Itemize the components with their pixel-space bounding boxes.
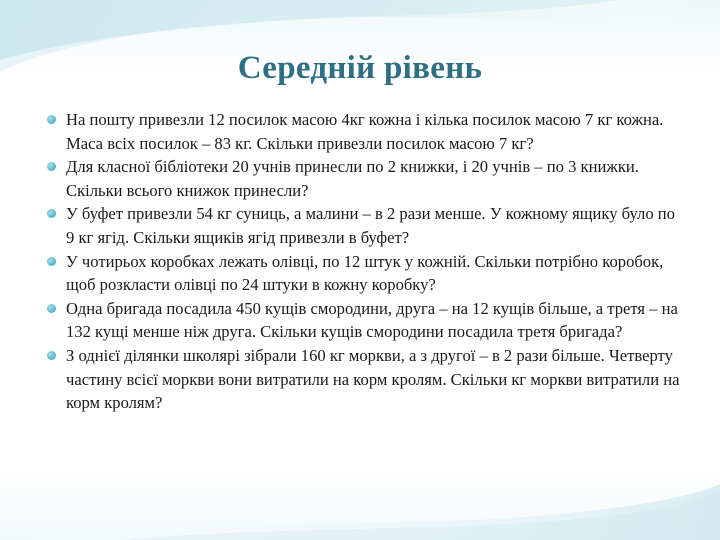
problem-text: З однієї ділянки школярі зібрали 160 кг моркви, а з другої – в 2 рази більше. Четверту частину всієї моркви вони витратили на корм кролям. Скільки кг моркви витратили на корм кролям? (66, 345, 680, 413)
problem-item (44, 202, 684, 249)
problem-text: Для класної бібліотеки 20 учнів принесли по 2 книжки, і 20 учнів – по 3 книжки. Скільки всього книжок принесли? (66, 157, 639, 200)
problem-item (44, 344, 684, 415)
bullet-icon (47, 115, 56, 124)
bullet-icon (47, 257, 56, 266)
slide-title: Середній рівень (237, 50, 483, 86)
problem-text: Одна бригада посадила 450 кущів смородини, друга – на 12 кущів більше, а третя – на 132 кущі менше ніж друга. Скільки кущів смородини посадила третя бригада? (66, 298, 678, 342)
problem-text: На пошту привезли 12 посилок масою 4кг кожна і кілька посилок масою 7 кг кожна. Маса всіх посилок – 83 кг. Скільки привезли посилок масою 7 кг? (66, 110, 664, 153)
problem-item (44, 250, 684, 297)
problem-item (44, 297, 684, 344)
bullet-icon (47, 162, 56, 171)
problem-item (44, 108, 684, 155)
problem-list (44, 108, 684, 415)
problem-item (44, 155, 684, 202)
bullet-icon (47, 304, 56, 313)
bullet-icon (47, 209, 56, 218)
problem-text: У буфет привезли 54 кг суниць, а малини – в 2 рази менше. У кожному ящику було по 9 кг ягід. Скільки ящиків ягід привезли в буфет? (66, 204, 675, 247)
problem-text: У чотирьох коробках лежать олівці, по 12 штук у кожній. Скільки потрібно коробок, щоб розкласти олівці по 24 штуки в кожну коробку? (66, 251, 664, 295)
bullet-icon (47, 351, 56, 360)
